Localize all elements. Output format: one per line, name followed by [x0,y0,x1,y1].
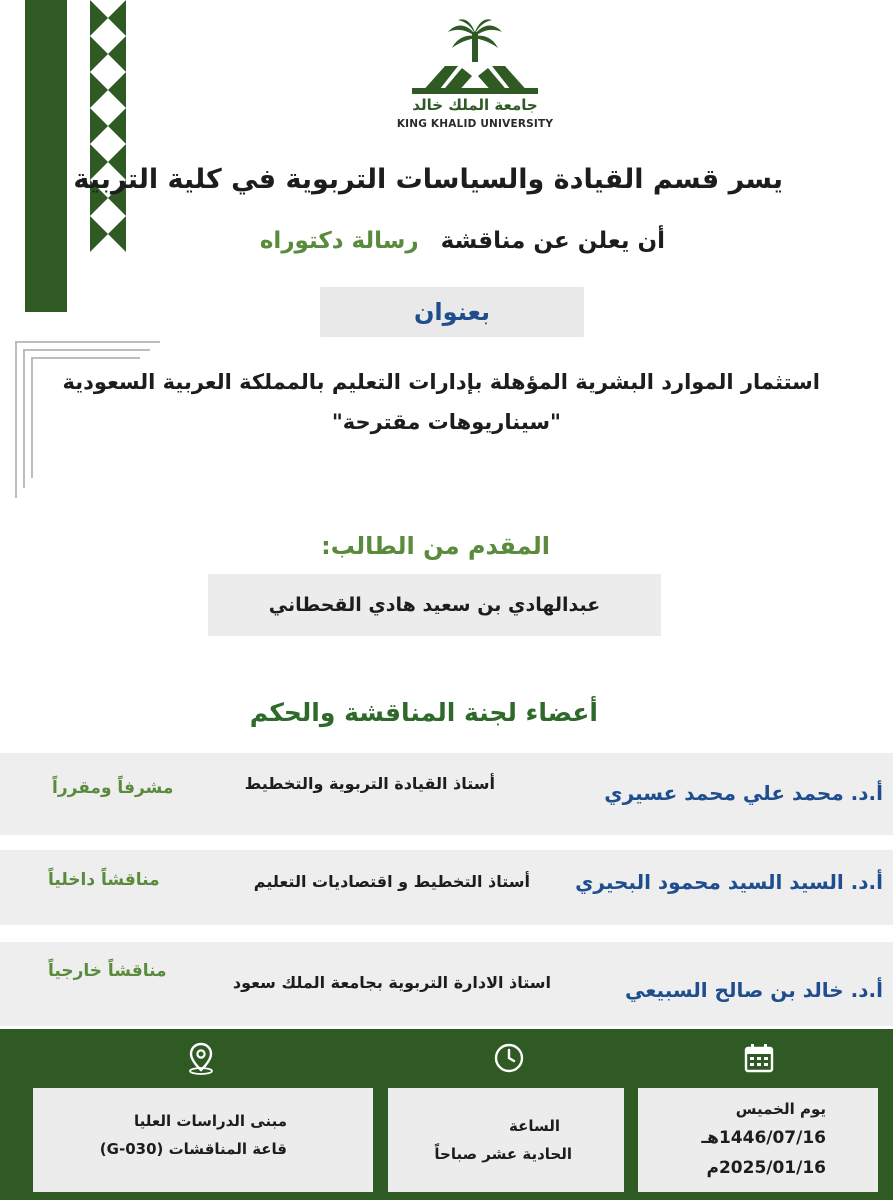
time-value: الحادية عشر صباحاً [434,1145,572,1163]
thesis-title-line-2: "سيناريوهات مقترحة" [331,410,561,434]
member-title: أستاذ التخطيط و اقتصاديات التعليم [253,872,530,891]
presented-by-label: المقدم من الطالب: [321,532,550,560]
location-pin-icon [184,1041,218,1075]
title-label: بعنوان [413,298,491,326]
announcement-line-2 [260,228,665,254]
committee-member-row [0,850,893,925]
time-box [388,1088,624,1192]
title-label-box [320,287,584,337]
member-name: أ.د. خالد بن صالح السبيعي [625,978,883,1002]
clock-icon [492,1041,526,1075]
date-gregorian: 2025/01/16م [706,1158,826,1178]
member-role: مناقشاً داخلياً [48,870,160,890]
member-name: أ.د. السيد السيد محمود البحيري [575,870,883,894]
university-name-english: KING KHALID UNIVERSITY [396,118,554,130]
announcement-line-1: يسر قسم القيادة والسياسات التربوية في كلية التربية [73,164,783,195]
time-label: الساعة [508,1117,560,1135]
committee-member-row [0,753,893,835]
location-box [33,1088,373,1192]
university-logo [395,18,555,133]
committee-member-row [0,942,893,1026]
member-role: مشرفاً ومقرراً [52,778,174,798]
decorative-green-bar [25,0,67,312]
date-day: يوم الخميس [735,1100,826,1118]
thesis-type: رسالة دكتوراه [259,228,419,254]
thesis-title-line-1: استثمار الموارد البشرية المؤهلة بإدارات التعليم بالمملكة العربية السعودية [62,370,820,394]
decorative-corner-frame [10,338,160,498]
announcement-prefix: أن يعلن عن مناقشة [440,228,665,254]
committee-heading: أعضاء لجنة المناقشة والحكم [249,698,598,727]
member-title: أستاذ القيادة التربوية والتخطيط [244,774,495,793]
student-name-box [208,574,661,636]
location-room: قاعة المناقشات (G-030) [99,1140,287,1158]
university-name-arabic: جامعة الملك خالد [412,96,538,114]
date-box [638,1088,878,1192]
palm-logo-icon [400,18,550,96]
location-building: مبنى الدراسات العليا [134,1112,287,1130]
member-role: مناقشاً خارجياً [48,961,167,981]
member-name: أ.د. محمد علي محمد عسيري [604,781,883,805]
date-hijri: 1446/07/16هـ [701,1128,826,1148]
calendar-icon [742,1041,776,1075]
member-title: استاذ الادارة التربوية بجامعة الملك سعود [232,973,551,992]
student-name: عبدالهادي بن سعيد هادي القحطاني [268,594,601,616]
decorative-sadu-pattern [90,0,126,255]
